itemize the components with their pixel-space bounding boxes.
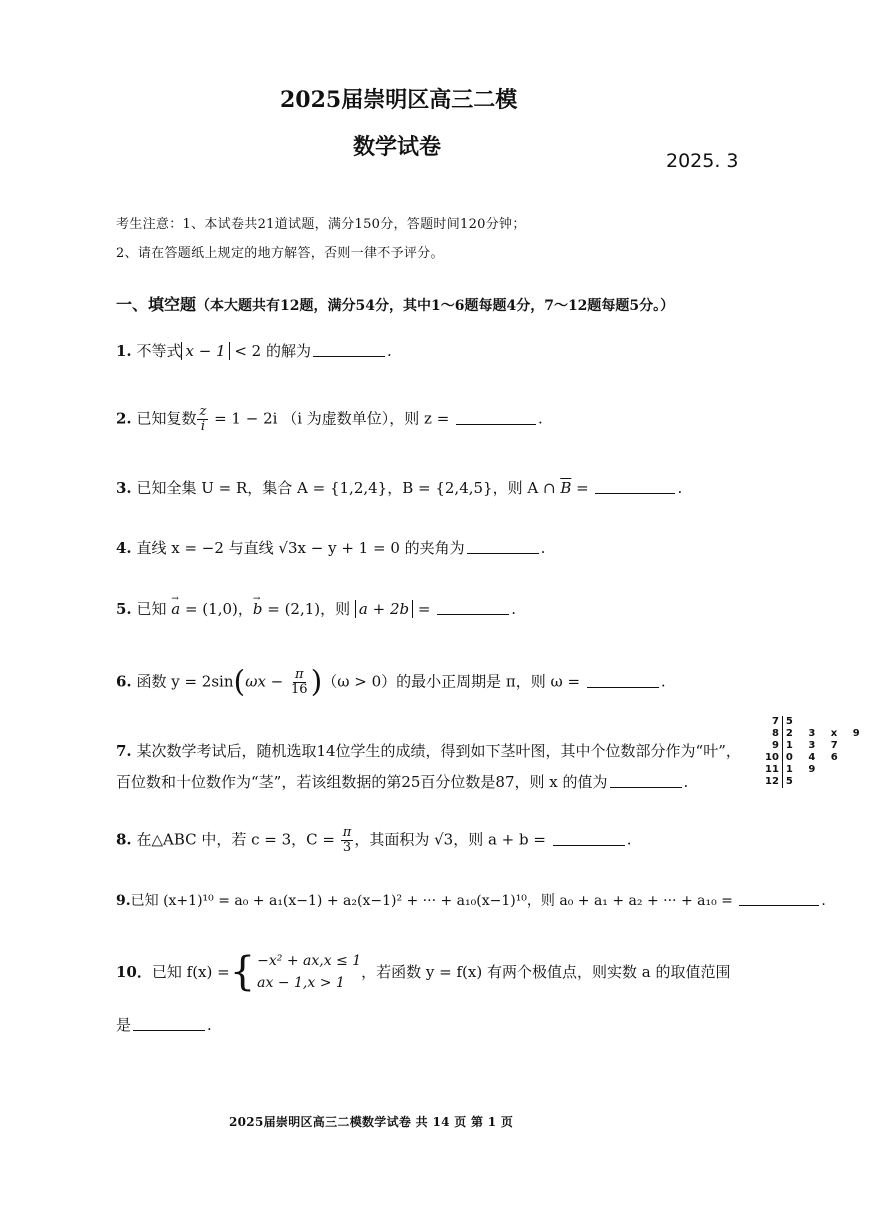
- answer-blank[interactable]: [133, 1029, 205, 1031]
- stem-leaf-row: [762, 740, 869, 752]
- question-text: 在△ABC 中，若 c = 3，C =: [136, 830, 340, 849]
- stem-leaf-row: [762, 716, 869, 728]
- question-6: [116, 664, 666, 700]
- question-text: 直线 x = −2 与直线 √3x − y + 1 = 0 的夹角为: [136, 539, 465, 557]
- question-number: 2.: [116, 409, 132, 428]
- question-end: .: [677, 479, 683, 497]
- question-3: [116, 477, 682, 499]
- question-text: = (1,0)，: [180, 600, 253, 618]
- question-end: .: [821, 893, 826, 909]
- stem-leaf-table: [762, 716, 869, 788]
- fraction: $\frac{\pi}{16}$: [291, 667, 308, 697]
- vector-a: → a: [171, 598, 180, 620]
- answer-blank[interactable]: [610, 786, 682, 788]
- paren-close: ): [310, 664, 323, 700]
- question-text: < 2 的解为: [229, 342, 311, 360]
- notice-line-2: 2、请在答题纸上规定的地方解答，否则一律不予评分。: [116, 246, 444, 261]
- question-number: 7.: [116, 742, 132, 760]
- question-4: [116, 537, 545, 559]
- paren-open: (: [233, 664, 246, 700]
- question-line-2: [116, 771, 741, 793]
- exam-title: 2025届崇明区高三二模: [280, 87, 518, 113]
- question-text: 已知: [136, 600, 172, 618]
- question-end: .: [660, 672, 666, 691]
- question-text: 已知复数: [136, 409, 197, 428]
- abs-expression: x − 1: [181, 342, 229, 360]
- leaves: 1 3 7: [785, 740, 844, 751]
- question-number: 6.: [116, 672, 132, 691]
- question-end: .: [626, 830, 632, 849]
- question-text: 函数 y = 2sin: [136, 672, 234, 691]
- question-end: .: [540, 539, 546, 557]
- question-2: [116, 405, 543, 434]
- answer-blank[interactable]: [456, 423, 536, 425]
- question-7: [116, 740, 741, 793]
- answer-blank[interactable]: [313, 355, 385, 357]
- stem-leaf-row: [762, 764, 869, 776]
- question-number: 9.: [116, 893, 131, 909]
- question-1: [116, 340, 392, 362]
- question-text: （ω > 0）的最小正周期是 π，则 ω =: [322, 672, 585, 691]
- stem: 11: [762, 764, 782, 776]
- vector-b: → b: [253, 598, 263, 620]
- question-text: 是: [116, 1016, 132, 1034]
- answer-blank[interactable]: [595, 492, 675, 494]
- brace: {: [229, 949, 256, 995]
- question-text: = 1 − 2i （i 为虚数单位），则 z =: [209, 409, 455, 428]
- question-end: .: [207, 1016, 212, 1034]
- stem-leaf-row: [762, 776, 869, 788]
- section-title: 一、填空题: [116, 295, 197, 314]
- question-line-1: [116, 950, 730, 994]
- question-number: 5.: [116, 600, 132, 618]
- question-line-1: [116, 740, 741, 762]
- question-8: [116, 826, 632, 855]
- answer-blank[interactable]: [553, 844, 625, 846]
- leaves: 2 3 x 9: [785, 728, 866, 739]
- answer-blank[interactable]: [467, 552, 539, 554]
- question-text: 已知 f(x) =: [151, 963, 230, 981]
- exam-date: 2025. 3: [666, 150, 739, 172]
- complement-set: $\overline{B}$: [560, 479, 572, 497]
- question-text: 已知 (x+1)¹⁰ = a₀ + a₁(x−1) + a₂(x−1)² + ··· + a₁₀(x−1)¹⁰，则 a₀ + a₁ + a₂ + ··· + a₁₀ =: [130, 893, 738, 909]
- leaves: 1 9: [785, 764, 822, 775]
- stem: 7: [762, 716, 782, 728]
- question-text: =: [413, 600, 436, 618]
- sin-argument: ωx −: [245, 672, 289, 691]
- leaves: 0 4 6: [785, 752, 844, 763]
- question-end: .: [538, 409, 543, 428]
- question-text: 已知全集 U = R，集合 A = {1,2,4}，B = {2,4,5}，则 A ∩: [136, 479, 561, 497]
- question-number: 4.: [116, 539, 132, 557]
- question-end: .: [511, 600, 516, 618]
- question-text: 百位数和十位数作为“茎”，若该组数据的第25百分位数是87，则 x 的值为: [116, 773, 608, 791]
- question-end: .: [387, 342, 392, 360]
- question-9: [116, 890, 826, 912]
- stem: 12: [762, 776, 782, 788]
- leaves: 5: [785, 716, 799, 727]
- question-number: 3.: [116, 479, 132, 497]
- case-row-1: −x² + ax,x ≤ 1: [257, 953, 362, 969]
- piecewise-function: [230, 950, 361, 994]
- cases: [257, 950, 361, 994]
- fraction: $\frac{\pi}{3}$: [342, 825, 352, 855]
- answer-blank[interactable]: [739, 904, 819, 906]
- answer-blank[interactable]: [437, 613, 509, 615]
- notice-line-1: 考生注意：1、本试卷共21道试题，满分150分，答题时间120分钟；: [116, 217, 526, 232]
- question-number: 1.: [116, 342, 132, 360]
- answer-blank[interactable]: [587, 686, 659, 688]
- question-5: [116, 598, 516, 620]
- question-text: ，若函数 y = f(x) 有两个极值点，则实数 a 的取值范围: [361, 963, 731, 981]
- stem: 8: [762, 728, 782, 740]
- section-heading: [116, 292, 674, 315]
- question-text: 某次数学考试后，随机选取14位学生的成绩，得到如下茎叶图，其中个位数部分作为“叶”，: [136, 742, 741, 760]
- question-number: 8.: [116, 830, 132, 849]
- question-text: 不等式: [136, 342, 182, 360]
- case-row-2: ax − 1,x > 1: [257, 975, 345, 991]
- question-text: =: [571, 479, 594, 497]
- question-number: 10．: [116, 963, 152, 981]
- stem-leaf-row: [762, 752, 869, 764]
- fraction: $\frac{z}{i}$: [199, 404, 207, 434]
- leaves: 5: [785, 776, 799, 787]
- exam-subtitle: 数学试卷: [353, 134, 442, 160]
- stem-leaf-row: [762, 728, 869, 740]
- question-text: ，其面积为 √3，则 a + b =: [354, 830, 551, 849]
- section-description: （本大题共有12题，满分54分，其中1～6题每题4分，7～12题每题5分。）: [196, 298, 675, 314]
- question-10: [116, 950, 730, 994]
- question-end: .: [683, 773, 689, 791]
- vector-magnitude: a + 2b: [355, 600, 413, 618]
- stem: 10: [762, 752, 782, 764]
- question-10-line-2: [116, 1014, 212, 1036]
- stem: 9: [762, 740, 782, 752]
- stem-leaf-plot: [762, 716, 869, 788]
- page-footer: 2025届崇明区高三二模数学试卷 共 14 页 第 1 页: [229, 1115, 514, 1129]
- question-text: = (2,1)，则: [262, 600, 355, 618]
